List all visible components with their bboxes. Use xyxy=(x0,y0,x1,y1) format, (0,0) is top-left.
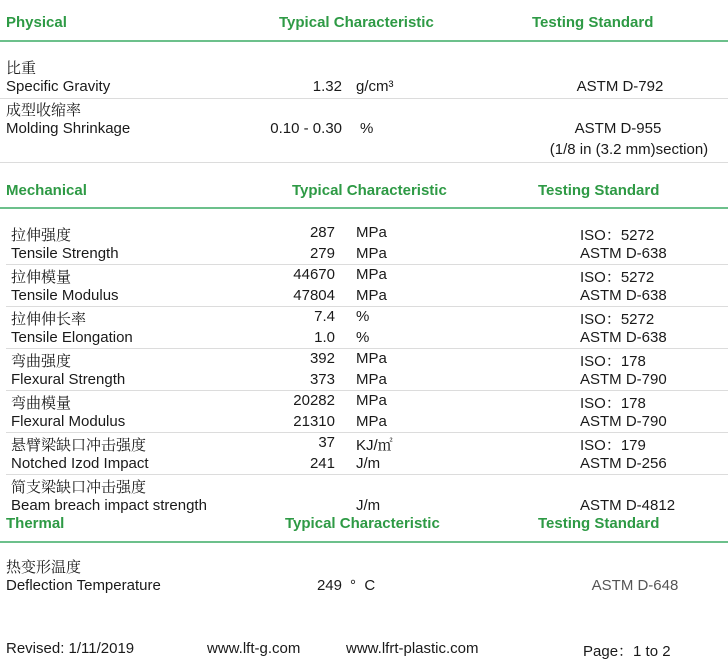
tensile-modulus-value-iso: 44670 xyxy=(293,266,335,283)
notched-izod-impact-unit-iso: KJ/㎡ xyxy=(356,437,393,454)
tensile-strength-value-astm: 279 xyxy=(309,245,335,262)
section-divider xyxy=(0,162,728,163)
flexural-modulus-unit-iso: MPa xyxy=(356,392,387,409)
flexural-strength-standard-iso: ISO：178 xyxy=(580,353,646,370)
flexural-strength-cn: 弯曲强度 xyxy=(11,353,72,370)
row-divider xyxy=(6,390,728,391)
deflection-temperature-standard: ASTM D-648 xyxy=(591,577,679,594)
tensile-elongation-standard-astm: ASTM D-638 xyxy=(580,329,667,346)
tensile-elongation-value-astm: 1.0 xyxy=(314,329,335,346)
beam-breach-impact-strength-unit-astm: J/m xyxy=(356,497,381,514)
flexural-strength-en: Flexural Strength xyxy=(11,371,126,388)
flexural-strength-unit-iso: MPa xyxy=(356,350,387,367)
tensile-modulus-standard-astm: ASTM D-638 xyxy=(580,287,667,304)
tensile-strength-unit-iso: MPa xyxy=(356,224,387,241)
row-divider xyxy=(0,98,728,99)
deflection-temperature-cn: 热变形温度 xyxy=(6,559,82,576)
thermal-section-title: Thermal xyxy=(6,515,65,532)
row-divider xyxy=(6,474,728,475)
flexural-modulus-value-iso: 20282 xyxy=(293,392,335,409)
mechanical-standard-header: Testing Standard xyxy=(538,182,660,199)
thermal-header-rule xyxy=(0,541,728,543)
physical-typical-header: Typical Characteristic xyxy=(279,14,434,31)
footer-page-number: Page：1 to 2 xyxy=(583,643,671,660)
beam-breach-impact-strength-cn: 简支梁缺口冲击强度 xyxy=(11,479,147,496)
tensile-modulus-unit-iso: MPa xyxy=(356,266,387,283)
notched-izod-impact-value-astm: 241 xyxy=(309,455,335,472)
tensile-elongation-value-iso: 7.4 xyxy=(314,308,335,325)
flexural-modulus-unit-astm: MPa xyxy=(356,413,387,430)
footer-website-link-2[interactable]: www.lfrt-plastic.com xyxy=(346,640,479,657)
specific-gravity-standard: ASTM D-792 xyxy=(576,78,664,95)
specific-gravity-en: Specific Gravity xyxy=(6,78,111,95)
tensile-strength-standard-iso: ISO：5272 xyxy=(580,227,655,244)
tensile-strength-standard-astm: ASTM D-638 xyxy=(580,245,667,262)
physical-standard-header: Testing Standard xyxy=(532,14,654,31)
tensile-modulus-value-astm: 47804 xyxy=(293,287,335,304)
tensile-strength-value-iso: 287 xyxy=(309,224,335,241)
beam-breach-impact-strength-standard-astm: ASTM D-4812 xyxy=(580,497,676,514)
mechanical-header-rule xyxy=(0,207,728,209)
flexural-modulus-en: Flexural Modulus xyxy=(11,413,126,430)
physical-header-rule xyxy=(0,40,728,42)
tensile-modulus-en: Tensile Modulus xyxy=(11,287,119,304)
notched-izod-impact-value-iso: 37 xyxy=(318,434,335,451)
footer-website-link[interactable]: www.lft-g.com xyxy=(207,640,301,657)
specific-gravity-cn: 比重 xyxy=(6,60,37,77)
mechanical-typical-header: Typical Characteristic xyxy=(292,182,447,199)
row-divider xyxy=(6,264,728,265)
flexural-modulus-cn: 弯曲模量 xyxy=(11,395,72,412)
flexural-strength-value-iso: 392 xyxy=(309,350,335,367)
molding-shrinkage-standard-note: (1/8 in (3.2 mm)section) xyxy=(549,141,709,158)
molding-shrinkage-value: 0.10 - 0.30 xyxy=(270,120,342,137)
molding-shrinkage-standard: ASTM D-955 xyxy=(574,120,662,137)
beam-breach-impact-strength-en: Beam breach impact strength xyxy=(11,497,207,514)
tensile-elongation-standard-iso: ISO：5272 xyxy=(580,311,655,328)
tensile-modulus-unit-astm: MPa xyxy=(356,287,387,304)
tensile-strength-unit-astm: MPa xyxy=(356,245,387,262)
thermal-typical-header: Typical Characteristic xyxy=(285,515,440,532)
flexural-modulus-standard-astm: ASTM D-790 xyxy=(580,413,667,430)
tensile-modulus-standard-iso: ISO：5272 xyxy=(580,269,655,286)
flexural-modulus-value-astm: 21310 xyxy=(293,413,335,430)
row-divider xyxy=(6,348,728,349)
deflection-temperature-en: Deflection Temperature xyxy=(6,577,161,594)
specific-gravity-unit: g/cm³ xyxy=(356,78,394,95)
notched-izod-impact-en: Notched Izod Impact xyxy=(11,455,149,472)
row-divider xyxy=(6,306,728,307)
notched-izod-impact-cn: 悬臂梁缺口冲击强度 xyxy=(11,437,147,454)
notched-izod-impact-standard-astm: ASTM D-256 xyxy=(580,455,667,472)
notched-izod-impact-standard-iso: ISO：179 xyxy=(580,437,646,454)
deflection-temperature-unit: ° C xyxy=(350,577,376,594)
row-divider xyxy=(6,432,728,433)
tensile-elongation-unit-astm: % xyxy=(356,329,370,346)
tensile-modulus-cn: 拉伸模量 xyxy=(11,269,72,286)
molding-shrinkage-unit: % xyxy=(360,120,374,137)
specific-gravity-value: 1.32 xyxy=(312,78,342,95)
tensile-elongation-cn: 拉伸伸长率 xyxy=(11,311,87,328)
physical-section-title: Physical xyxy=(6,14,67,31)
mechanical-section-title: Mechanical xyxy=(6,182,87,199)
notched-izod-impact-unit-astm: J/m xyxy=(356,455,381,472)
flexural-strength-value-astm: 373 xyxy=(309,371,335,388)
tensile-strength-cn: 拉伸强度 xyxy=(11,227,72,244)
thermal-standard-header: Testing Standard xyxy=(538,515,660,532)
tensile-strength-en: Tensile Strength xyxy=(11,245,119,262)
tensile-elongation-en: Tensile Elongation xyxy=(11,329,133,346)
molding-shrinkage-en: Molding Shrinkage xyxy=(6,120,131,137)
flexural-modulus-standard-iso: ISO：178 xyxy=(580,395,646,412)
deflection-temperature-value: 249 xyxy=(316,577,342,594)
footer-revised-date: Revised: 1/11/2019 xyxy=(6,640,135,657)
flexural-strength-standard-astm: ASTM D-790 xyxy=(580,371,667,388)
flexural-strength-unit-astm: MPa xyxy=(356,371,387,388)
tensile-elongation-unit-iso: % xyxy=(356,308,370,325)
molding-shrinkage-cn: 成型收缩率 xyxy=(6,102,82,119)
